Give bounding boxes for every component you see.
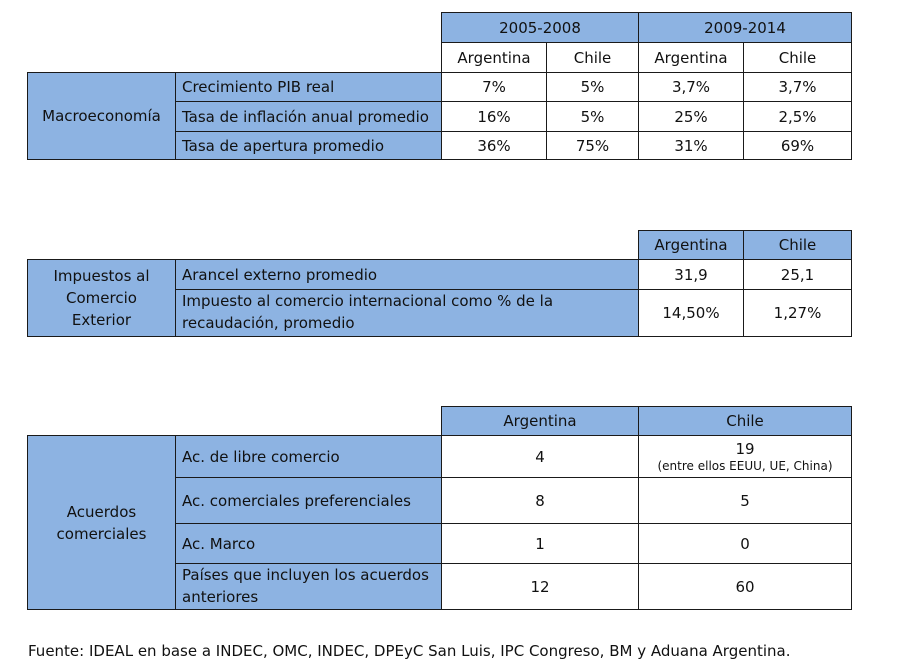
column-header: Chile bbox=[743, 42, 852, 73]
row-label: Ac. Marco bbox=[175, 523, 442, 564]
table-cell: 8 bbox=[441, 477, 639, 524]
row-label-line: Impuesto al comercio internacional como % de la bbox=[182, 292, 554, 310]
table-cell: 60 bbox=[638, 563, 852, 610]
row-label-line: anteriores bbox=[182, 588, 259, 606]
table-cell: 31% bbox=[638, 131, 744, 160]
period-header-2005-2008: 2005-2008 bbox=[441, 12, 639, 43]
table-cell: 1,27% bbox=[743, 289, 852, 337]
column-header: Chile bbox=[638, 406, 852, 436]
cell-note: (entre ellos EEUU, UE, China) bbox=[657, 459, 833, 473]
group-label-impuestos bbox=[27, 259, 176, 337]
table-cell: 5% bbox=[546, 72, 639, 102]
column-header: Argentina bbox=[638, 230, 744, 260]
row-label: Ac. comerciales preferenciales bbox=[175, 477, 442, 524]
row-label bbox=[175, 563, 442, 610]
column-header: Chile bbox=[546, 42, 639, 73]
group-label-macroeconomia: Macroeconomía bbox=[27, 72, 176, 160]
row-label bbox=[175, 289, 639, 337]
row-label: Tasa de inflación anual promedio bbox=[175, 101, 442, 132]
row-label: Ac. de libre comercio bbox=[175, 435, 442, 478]
table-cell: 69% bbox=[743, 131, 852, 160]
row-label: Arancel externo promedio bbox=[175, 259, 639, 290]
period-header-2009-2014: 2009-2014 bbox=[638, 12, 852, 43]
table-cell: 5 bbox=[638, 477, 852, 524]
table-cell: 3,7% bbox=[638, 72, 744, 102]
table-cell: 75% bbox=[546, 131, 639, 160]
group-label-acuerdos bbox=[27, 435, 176, 610]
row-label: Tasa de apertura promedio bbox=[175, 131, 442, 160]
table-cell: 25,1 bbox=[743, 259, 852, 290]
row-label: Crecimiento PIB real bbox=[175, 72, 442, 102]
table-cell: 14,50% bbox=[638, 289, 744, 337]
table-cell: 4 bbox=[441, 435, 639, 478]
table-cell: 1 bbox=[441, 523, 639, 564]
source-footnote: Fuente: IDEAL en base a INDEC, OMC, INDEC, DPEyC San Luis, IPC Congreso, BM y Aduana Argentina. bbox=[28, 642, 791, 660]
table-cell: 5% bbox=[546, 101, 639, 132]
table-cell: 12 bbox=[441, 563, 639, 610]
group-label-line: Comercio bbox=[66, 289, 137, 307]
table-cell bbox=[638, 435, 852, 478]
group-label-line: Exterior bbox=[71, 311, 132, 329]
column-header: Argentina bbox=[441, 42, 547, 73]
table-cell: 25% bbox=[638, 101, 744, 132]
table-cell: 3,7% bbox=[743, 72, 852, 102]
row-label-line: recaudación, promedio bbox=[182, 314, 355, 332]
column-header: Chile bbox=[743, 230, 852, 260]
table-cell: 36% bbox=[441, 131, 547, 160]
cell-value: 19 bbox=[735, 440, 755, 458]
table-cell: 2,5% bbox=[743, 101, 852, 132]
table-cell: 16% bbox=[441, 101, 547, 132]
table-cell: 0 bbox=[638, 523, 852, 564]
group-label-line: Impuestos al bbox=[53, 267, 150, 285]
table-cell: 7% bbox=[441, 72, 547, 102]
column-header: Argentina bbox=[441, 406, 639, 436]
table-cell: 31,9 bbox=[638, 259, 744, 290]
group-label-line: comerciales bbox=[56, 524, 147, 543]
row-label-line: Países que incluyen los acuerdos bbox=[182, 566, 429, 584]
group-label-line: Acuerdos bbox=[66, 502, 137, 521]
column-header: Argentina bbox=[638, 42, 744, 73]
